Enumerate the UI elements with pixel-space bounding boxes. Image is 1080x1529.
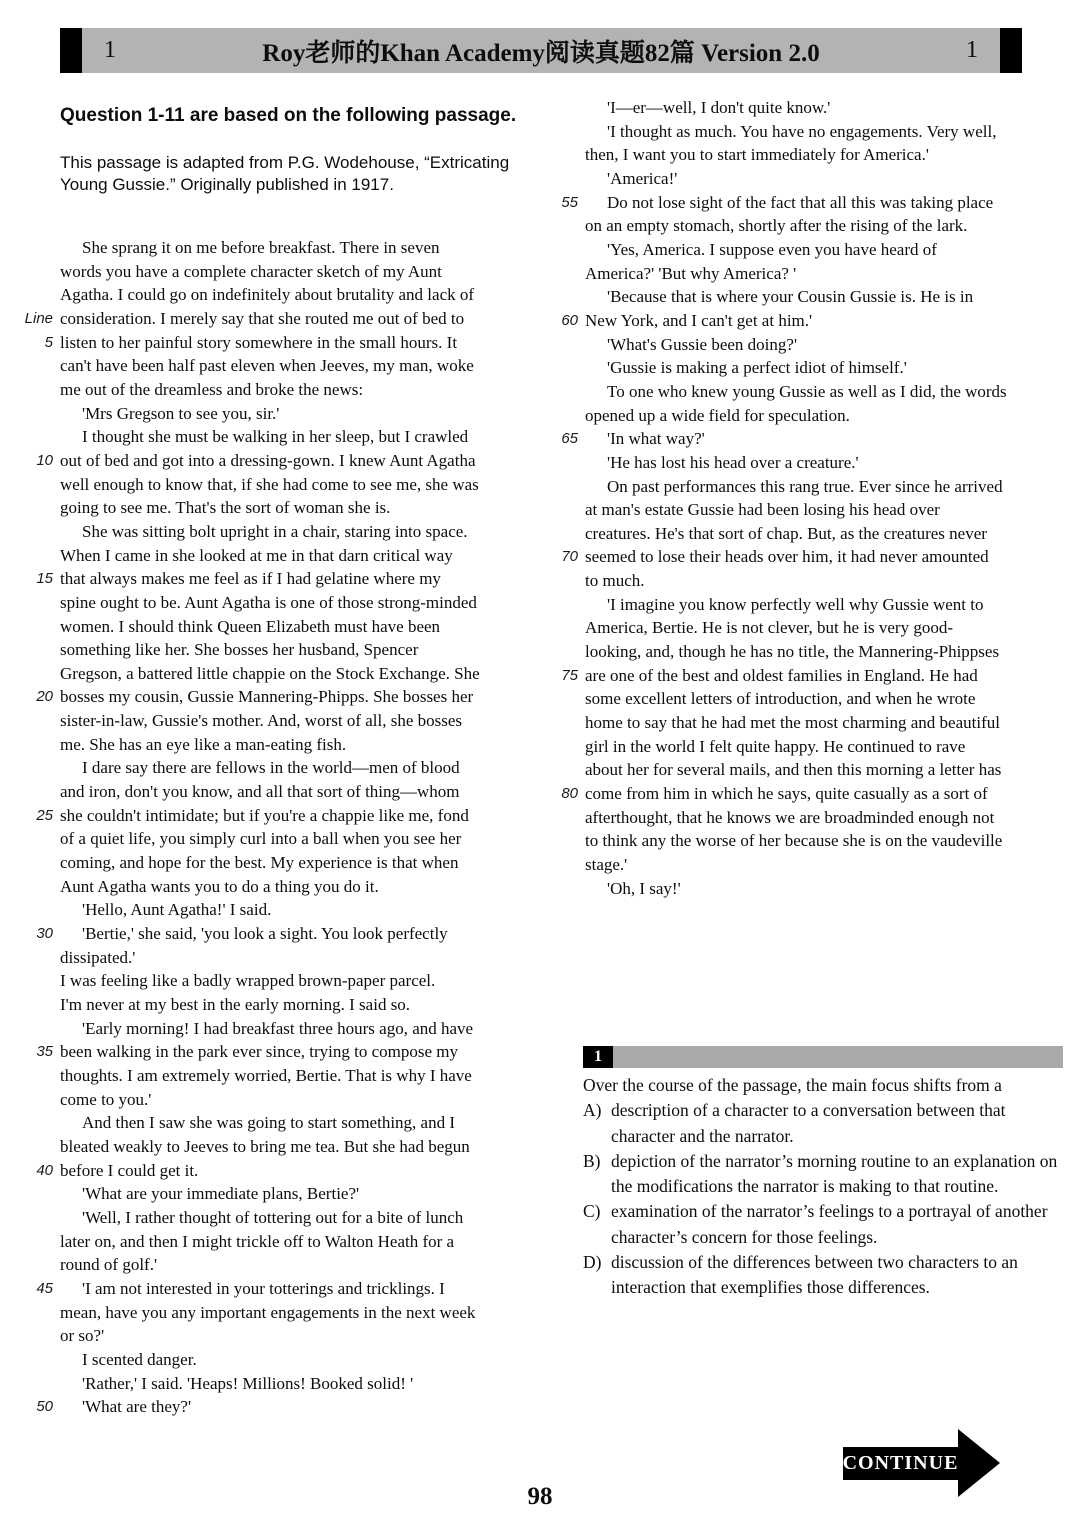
passage-line [22,1230,559,1254]
passage-line [22,733,559,757]
line-number [22,1206,60,1230]
passage-line [22,307,559,331]
line-number [552,522,585,546]
line-number [552,758,585,782]
passage-line [22,1040,559,1064]
passage-line [552,687,1070,711]
left-column [22,100,559,1417]
passage-line [22,709,559,733]
passage-line [22,1277,559,1301]
line-number [22,1017,60,1041]
line-number [22,520,60,544]
line-text: to think any the worse of her because she is on the vaudeville [585,831,1003,851]
line-number [552,829,585,853]
line-text: opened up a wide field for speculation. [585,405,850,425]
passage-line [552,545,1070,569]
line-text: 'What are your immediate plans, Bertie?' [82,1184,360,1204]
line-number [22,544,60,568]
line-text: later on, and then I might trickle off to Walton Heath for a [60,1231,455,1251]
passage-line [22,544,559,568]
passage-line [22,827,559,851]
line-number [552,404,585,428]
passage-line [22,236,559,260]
passage-line [552,735,1070,759]
line-text: looking, and, though he has no title, the Mannering-Phippses [585,642,1000,662]
passage-line [22,1324,559,1348]
line-text: 'In what way?' [607,429,705,449]
line-number: Line [24,309,53,327]
passage-line [22,1182,559,1206]
passage-line [22,898,559,922]
passage-line [552,498,1070,522]
passage-line [22,473,559,497]
line-number [22,733,60,757]
line-text: Agatha. I could go on indefinitely about brutality and lack of [60,285,475,305]
line-number [22,638,60,662]
line-number [22,827,60,851]
line-number: 40 [36,1161,53,1179]
line-text: and iron, don't you know, and all that sort of thing—whom [60,782,460,802]
header-section-number-right: 1 [966,37,978,63]
line-number [22,354,60,378]
line-number [552,96,585,120]
line-number [22,1182,60,1206]
line-number [22,378,60,402]
header-title: Roy老师的Khan Academy阅读真题82篇 Version 2.0 [262,39,820,67]
line-text: 'I thought as much. You have no engagements. Very well, [607,121,997,141]
passage-line [22,922,559,946]
line-text: seemed to lose their heads over him, it had never amounted [585,547,989,567]
line-number [22,402,60,426]
passage-line [22,756,559,780]
line-number [552,475,585,499]
line-text: I was feeling like a badly wrapped brown-paper parcel. [60,971,436,991]
line-number [552,616,585,640]
choice-label: B) [583,1150,601,1171]
line-text: 'I imagine you know perfectly well why Gussie went to [607,594,984,614]
line-text: sister-in-law, Gussie's mother. And, worst of all, she bosses [60,711,463,731]
page-number: 98 [527,1483,553,1510]
line-text: are one of the best and oldest families in England. He had [585,665,978,685]
line-text: She sprang it on me before breakfast. There in seven [82,238,440,257]
choice-text: description of a character to a conversation between that character and the narrator. [611,1100,1006,1146]
answer-choice [583,1199,1063,1250]
passage-line [552,143,1070,167]
line-number [22,615,60,639]
question-number: 1 [583,1046,613,1068]
line-text: me out of the dreamless and broke the news: [60,379,364,399]
line-text: can't have been half past eleven when Jeeves, my man, woke [60,356,474,376]
line-text: 'Gussie is making a perfect idiot of himself.' [607,358,907,378]
line-text: girl in the world I felt quite happy. He continued to rave [585,736,966,756]
choice-text: discussion of the differences between two characters to an interaction that exemplifies those differences. [611,1252,1018,1298]
line-number [552,333,585,357]
line-number [22,1064,60,1088]
line-text: come to you.' [60,1089,152,1109]
line-number [22,1348,60,1372]
line-text: mean, have you any important engagements in the next week [60,1302,476,1322]
line-text: creatures. He's that sort of chap. But, as the creatures never [585,523,987,543]
line-number: 55 [561,193,578,211]
line-text: When I came in she looked at me in that darn critical way [60,545,453,565]
passage-line [22,567,559,591]
line-text: Gregson, a battered little chappie on the Stock Exchange. She [60,663,480,683]
line-text: 'He has lost his head over a creature.' [607,452,859,472]
passage-line [22,851,559,875]
line-number [552,498,585,522]
passage-line [552,309,1070,333]
line-text: 'Hello, Aunt Agatha!' I said. [82,900,272,920]
line-number [552,569,585,593]
line-number [22,969,60,993]
line-text: something like her. She bosses her husband, Spencer [60,640,419,660]
passage-line [552,427,1070,451]
line-text: 'Because that is where your Cousin Gussie is. He is in [607,287,974,307]
line-number [22,496,60,520]
line-number: 5 [44,333,53,351]
line-number: 80 [561,785,578,803]
passage-line [552,664,1070,688]
line-text: America?' 'But why America? ' [585,263,797,283]
passage-line [22,1301,559,1325]
line-text: 'I am not interested in your totterings and tricklings. I [82,1278,445,1298]
line-text: I dare say there are fellows in the world—men of blood [82,758,460,778]
line-text: that always makes me feel as if I had gelatine where my [60,569,441,589]
passage-line [22,1135,559,1159]
line-text: America, Bertie. He is not clever, but he is very good- [585,618,954,638]
passage-line [552,475,1070,499]
line-number [552,593,585,617]
passage-line [22,496,559,520]
line-number: 50 [36,1398,53,1416]
line-number [22,283,60,307]
line-text: listen to her painful story somewhere in the small hours. It [60,332,458,352]
line-number: 60 [561,311,578,329]
line-text: 'Bertie,' she said, 'you look a sight. You look perfectly [82,924,448,944]
line-text: Aunt Agatha wants you to do a thing you do it. [60,876,379,896]
passage-line [552,191,1070,215]
line-text: about her for several mails, and then this morning a letter has [585,760,1002,780]
line-text: going to see me. That's the sort of woman she is. [60,498,391,518]
line-number [22,662,60,686]
passage-left-lines [22,236,559,1419]
line-number: 65 [561,430,578,448]
passage-line [552,758,1070,782]
passage-line [552,96,1070,120]
passage-line [552,214,1070,238]
passage-line [22,969,559,993]
line-text: 'I—er—well, I don't quite know.' [607,98,831,117]
passage-line [22,1395,559,1419]
header-section-number-left: 1 [104,37,116,63]
passage-line [22,1372,559,1396]
line-text: afterthought, that he knows we are broadminded enough not [585,807,995,827]
line-text: consideration. I merely say that she routed me out of bed to [60,308,465,328]
line-text: to much. [585,571,645,591]
line-number [22,425,60,449]
line-text: She was sitting bolt upright in a chair, staring into space. [82,521,468,541]
passage-line [22,1348,559,1372]
line-number [22,851,60,875]
choice-label: D) [583,1252,602,1273]
question-number-bar [583,1046,1063,1068]
passage-line [22,1111,559,1135]
choice-text: examination of the narrator’s feelings to a portrayal of another character’s concern for those feelings. [611,1201,1048,1247]
line-number [22,1111,60,1135]
line-text: she couldn't intimidate; but if you're a chappie like me, fond [60,805,469,825]
line-text: home to say that he had met the most charming and beautiful [585,713,1000,733]
line-number [22,875,60,899]
passage-line [22,685,559,709]
line-text: dissipated.' [60,947,136,967]
passage-right-lines [552,96,1070,900]
answer-choice [583,1149,1063,1200]
line-number [22,1324,60,1348]
passage-source: This passage is adapted from P.G. Wodehouse, “Extricating Young Gussie.” Originally published in 1917. [60,152,510,195]
passage-line [552,285,1070,309]
passage-line [22,378,559,402]
line-number [552,380,585,404]
line-text: New York, and I can't get at him.' [585,310,813,330]
line-number [552,853,585,877]
line-number [552,806,585,830]
line-text: or so?' [60,1326,105,1346]
line-text: coming, and hope for the best. My experience is that when [60,853,459,873]
answer-choices [583,1098,1063,1300]
line-text: out of bed and got into a dressing-gown. I knew Aunt Agatha [60,450,476,470]
passage-line [552,640,1070,664]
line-number [22,1301,60,1325]
line-number [552,262,585,286]
line-text: 'Well, I rather thought of tottering out for a bite of lunch [82,1207,464,1227]
line-text: I thought she must be walking in her sleep, but I crawled [82,427,469,447]
passage-line [22,402,559,426]
line-number: 30 [36,925,53,943]
header-black-block-left [60,28,82,73]
passage-line [22,354,559,378]
passage-line [22,260,559,284]
continue-button [843,1447,958,1480]
passage-line [22,1206,559,1230]
passage-line [22,1159,559,1183]
line-text: round of golf.' [60,1255,158,1275]
passage-line [22,662,559,686]
line-text: 'Early morning! I had breakfast three hours ago, and have [82,1018,474,1038]
line-number: 45 [36,1279,53,1297]
line-number [22,591,60,615]
passage-line [552,829,1070,853]
line-number [552,735,585,759]
line-number [22,1135,60,1159]
line-text: 'What's Gussie been doing?' [607,334,798,354]
passage-line [22,1064,559,1088]
line-text: women. I should think Queen Elizabeth must have been [60,616,441,636]
passage-line [22,331,559,355]
line-text: 'Mrs Gregson to see you, sir.' [82,403,280,423]
line-number [22,236,60,260]
line-number: 15 [36,570,53,588]
line-text: been walking in the park ever since, trying to compose my [60,1042,458,1062]
passage-line [22,283,559,307]
passage-line [552,167,1070,191]
choice-label: C) [583,1201,601,1222]
line-text: come from him in which he says, quite casually as a sort of [585,784,988,804]
line-text: bleated weakly to Jeeves to bring me tea. But she had begun [60,1136,470,1156]
line-number: 75 [561,666,578,684]
line-number: 25 [36,806,53,824]
line-text: 'America!' [607,168,678,188]
line-number [552,214,585,238]
line-number [22,946,60,970]
passage-line [552,238,1070,262]
line-number: 20 [36,688,53,706]
line-text: On past performances this rang true. Ever since he arrived [607,476,1003,496]
passage-line [552,593,1070,617]
passage-line [22,425,559,449]
passage-line [552,380,1070,404]
passage-line [552,120,1070,144]
continue-arrow-icon [958,1429,1000,1497]
line-text: 'Yes, America. I suppose even you have heard of [607,239,937,259]
line-text: well enough to know that, if she had come to see me, she was [60,474,479,494]
line-number [22,1372,60,1396]
answer-choice [583,1098,1063,1149]
line-number [552,285,585,309]
line-number [552,640,585,664]
passage-line [22,1017,559,1041]
passage-line [552,404,1070,428]
passage-line [22,1253,559,1277]
passage-line [22,591,559,615]
passage-line [552,616,1070,640]
line-text: 'Rather,' I said. 'Heaps! Millions! Booked solid! ' [82,1373,414,1393]
header-black-block-right [1000,28,1022,73]
passage-line [22,780,559,804]
line-number: 70 [561,548,578,566]
passage-line [552,356,1070,380]
passage-line [22,946,559,970]
choice-text: depiction of the narrator’s morning routine to an explanation on the modifications the narrator is making to that routine. [611,1150,1058,1197]
line-text: Do not lose sight of the fact that all this was taking place [607,192,994,212]
line-number [22,1230,60,1254]
line-number [552,238,585,262]
line-number [552,143,585,167]
line-number [22,780,60,804]
line-text: 'What are they?' [82,1397,192,1417]
passage-line [552,711,1070,735]
page-header [60,28,1022,73]
passage-line [552,877,1070,901]
passage-line [552,522,1070,546]
passage-line [22,993,559,1017]
line-number [22,260,60,284]
passage-line [22,449,559,473]
line-text: spine ought to be. Aunt Agatha is one of those strong-minded [60,592,477,612]
passage-line [22,1088,559,1112]
line-text: before I could get it. [60,1160,199,1180]
line-number [22,1253,60,1277]
line-number [552,120,585,144]
line-text: of a quiet life, you simply curl into a ball when you see her [60,829,462,849]
passage-line [552,782,1070,806]
answer-choice [583,1250,1063,1301]
line-text: thoughts. I am extremely worried, Bertie. That is why I have [60,1065,472,1085]
line-text: 'Oh, I say!' [607,878,681,898]
choice-label: A) [583,1100,602,1121]
line-number [22,709,60,733]
line-text: some excellent letters of introduction, and when he wrote [585,689,976,709]
passage-line [552,853,1070,877]
line-text: I'm never at my best in the early morning. I said so. [60,995,411,1014]
passage-line [22,520,559,544]
line-text: And then I saw she was going to start something, and I [82,1113,455,1133]
line-text: stage.' [585,855,628,874]
passage-line [22,638,559,662]
line-number [552,877,585,901]
question-1 [583,1046,1063,1301]
passage-line [552,451,1070,475]
continue-label: CONTINUE [842,1452,959,1474]
line-number [552,711,585,735]
line-text: I scented danger. [82,1349,197,1369]
line-number [22,898,60,922]
line-text: bosses my cousin, Gussie Mannering-Phipps. She bosses her [60,687,474,707]
line-number: 35 [36,1043,53,1061]
line-number [22,473,60,497]
line-text: at man's estate Gussie had been losing his head over [585,500,940,520]
line-text: me. She has an eye like a man-eating fish. [60,734,347,754]
line-text: then, I want you to start immediately for America.' [585,145,929,165]
passage-line [552,333,1070,357]
question-stem: Over the course of the passage, the main focus shifts from a [583,1075,1002,1095]
passage-line [22,804,559,828]
line-number [22,993,60,1017]
passage-line [552,569,1070,593]
line-number [22,756,60,780]
line-text: words you have a complete character sketch of my Aunt [60,261,442,281]
passage-line [552,262,1070,286]
line-number [552,167,585,191]
line-text: To one who knew young Gussie as well as I did, the words [607,381,1007,401]
line-text: on an empty stomach, shortly after the rising of the lark. [585,216,968,236]
passage-line [22,875,559,899]
line-number [552,356,585,380]
passage-line [22,615,559,639]
passage-line [552,806,1070,830]
line-number: 10 [36,451,53,469]
passage-directions: Question 1-11 are based on the following passage. [60,105,517,126]
line-number [552,687,585,711]
line-number [22,1088,60,1112]
line-number [552,451,585,475]
